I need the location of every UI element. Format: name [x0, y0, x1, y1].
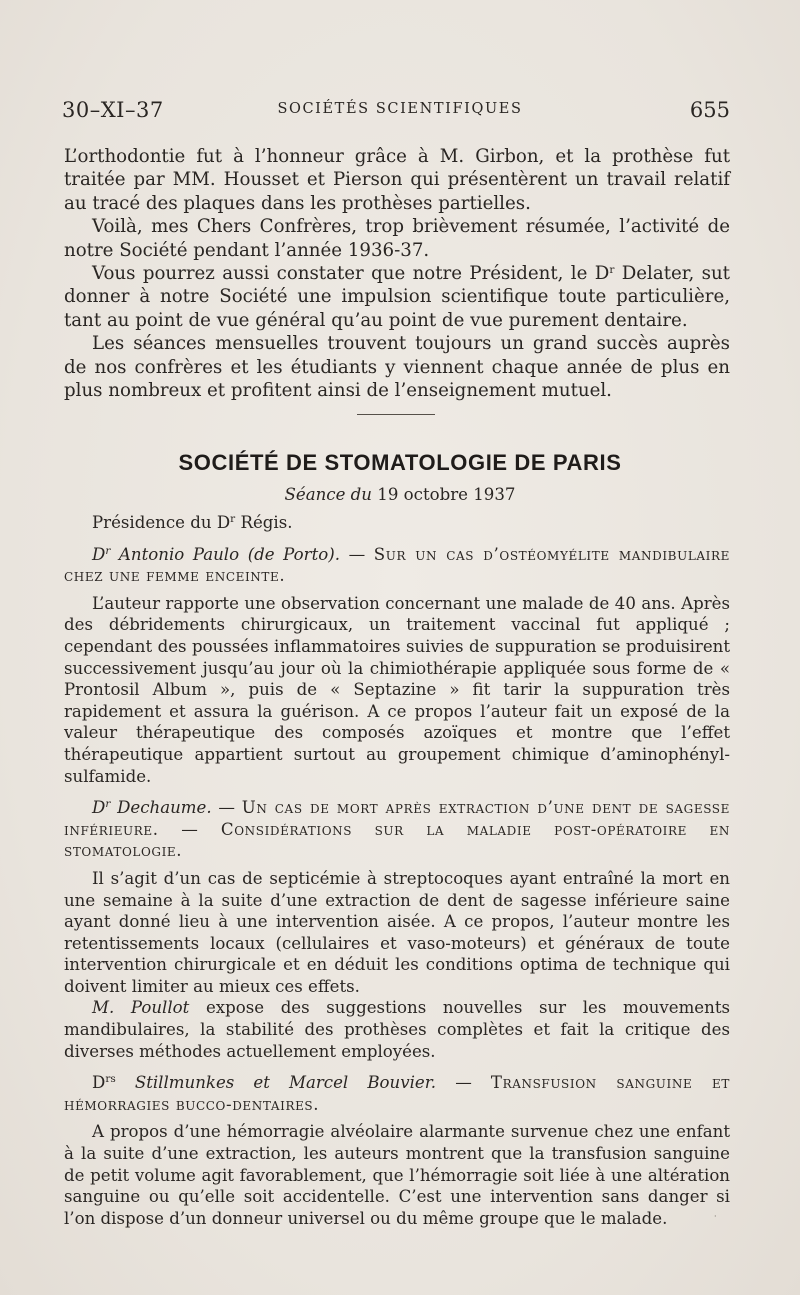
communication-title: Transfusion sanguine et hémorragies bucco-dentaires.: [64, 1073, 730, 1114]
intro-paragraph: L’orthodontie fut à l’honneur grâce à M. Girbon, et la prothèse fut traitée par MM. Housset et Pierson qui présentèrent un travail relatif au tracé des plaques dans les prothèses partielles.: [64, 146, 730, 214]
page-mark: ·: [714, 1212, 717, 1221]
author-name: Stillmunkes et Marcel Bouvier.: [115, 1073, 437, 1093]
page-number: 655: [689, 98, 730, 122]
issue-date: 30–XI–37: [62, 98, 164, 122]
intro-text: [64, 145, 730, 402]
communication-body: M. Poullot expose des suggestions nouvelles sur les mouvements mandibulaires, la stabilité des prothèses complètes et fait la critique des diverses méthodes actuellement employées.: [64, 998, 730, 1061]
proceedings-text: [64, 512, 730, 1229]
intro-paragraph: Les séances mensuelles trouvent toujours un grand succès auprès de nos confrères et les étudiants y viennent chaque année de plus en plus nombreux et profitent ainsi de l’enseignement mutuel.: [64, 333, 730, 402]
communication-heading: $D^{rs}$ Stillmunkes et Marcel Bouvier. — Transfusion sanguine et hémorragies bucco-dentaires.: [64, 1073, 730, 1114]
communication-body: L’auteur rapporte une observation concernant une malade de 40 ans. Après des débridements chirurgicaux, un traitement vaccinal fut appliqué ; cependant des poussées inflammatoires suivies de suppuration se produisirent successivement jusqu’au jour où la chimiothérapie appliquée sous forme de « Prontosil Album », puis de « Septazine » fit tarir la suppuration très rapidement et assura la guérison. A ce propos l’auteur fait un exposé de la valeur thérapeutique des composés azoïques et montre que l’effet thérapeutique appartient surtout au groupement chimique d’aminophényl-sulfamide.: [64, 593, 730, 786]
communication-body: Il s’agit d’un cas de septicémie à streptocoques ayant entraîné la mort en une semaine à la suite d’une extraction de dent de sagesse inférieure saine ayant donné lieu à une intervention aisée. A ce propos, l’auteur montre les retentissements locaux (cellulaires et vaso-moteurs) et généraux de toute intervention chirurgicale et en déduit les conditions optima de technique qui doivent limiter au mieux ces effets.: [64, 868, 730, 996]
society-heading: SOCIÉTÉ DE STOMATOLOGIE DE PARIS: [178, 450, 622, 475]
intro-paragraph: Voilà, mes Chers Confrères, trop brièvement résumée, l’activité de notre Société pendant l’année 1936-37.: [64, 216, 730, 261]
running-head: [62, 98, 738, 126]
author-name: Antonio Paulo (de Porto).: [110, 544, 341, 564]
author-name: M. Poullot: [92, 998, 190, 1018]
communication-body: A propos d’une hémorragie alvéolaire alarmante survenue chez une enfant à la suite d’une extraction, les auteurs montrent que la transfusion sanguine de petit volume agit favorablement, que l’hémorragie soit liée à une altération sanguine ou qu’elle soit accidentelle. C’est une intervention sans danger si l’on dispose d’un donneur universel ou du même groupe que le malade.: [64, 1122, 730, 1228]
communication-title: Un cas de mort après extraction d’une dent de sagesse inférieure. — Considérations sur la maladie post-opératoire en stomatologie.: [64, 798, 730, 861]
section-title: SOCIÉTÉS SCIENTIFIQUES: [277, 101, 523, 117]
communication-heading: $D^r$ Antonio Paulo (de Porto). — Sur un cas d’ostéomyélite mandibulaire chez une femme enceinte.: [64, 544, 730, 586]
communication-heading: $D^r$ Dechaume. — Un cas de mort après extraction d’une dent de sagesse inférieure. — Considérations sur la maladie post-opératoire en stomatologie.: [64, 798, 730, 861]
presidence: Présidence du $D^r$ Régis.: [92, 513, 293, 532]
intro-paragraph: Vous pourrez aussi constater que notre Président, le $D^r$ Delater, sut donner à notre Société une impulsion scientifique toute particulière, tant au point de vue général qu’au point de vue purement dentaire.: [64, 263, 730, 331]
author-name: Dechaume.: [110, 798, 212, 818]
communication-title: Sur un cas d’ostéomyélite mandibulaire chez une femme enceinte.: [64, 544, 730, 586]
seance-line: Séance du 19 octobre 1937: [284, 485, 516, 504]
section-divider: [357, 414, 435, 415]
